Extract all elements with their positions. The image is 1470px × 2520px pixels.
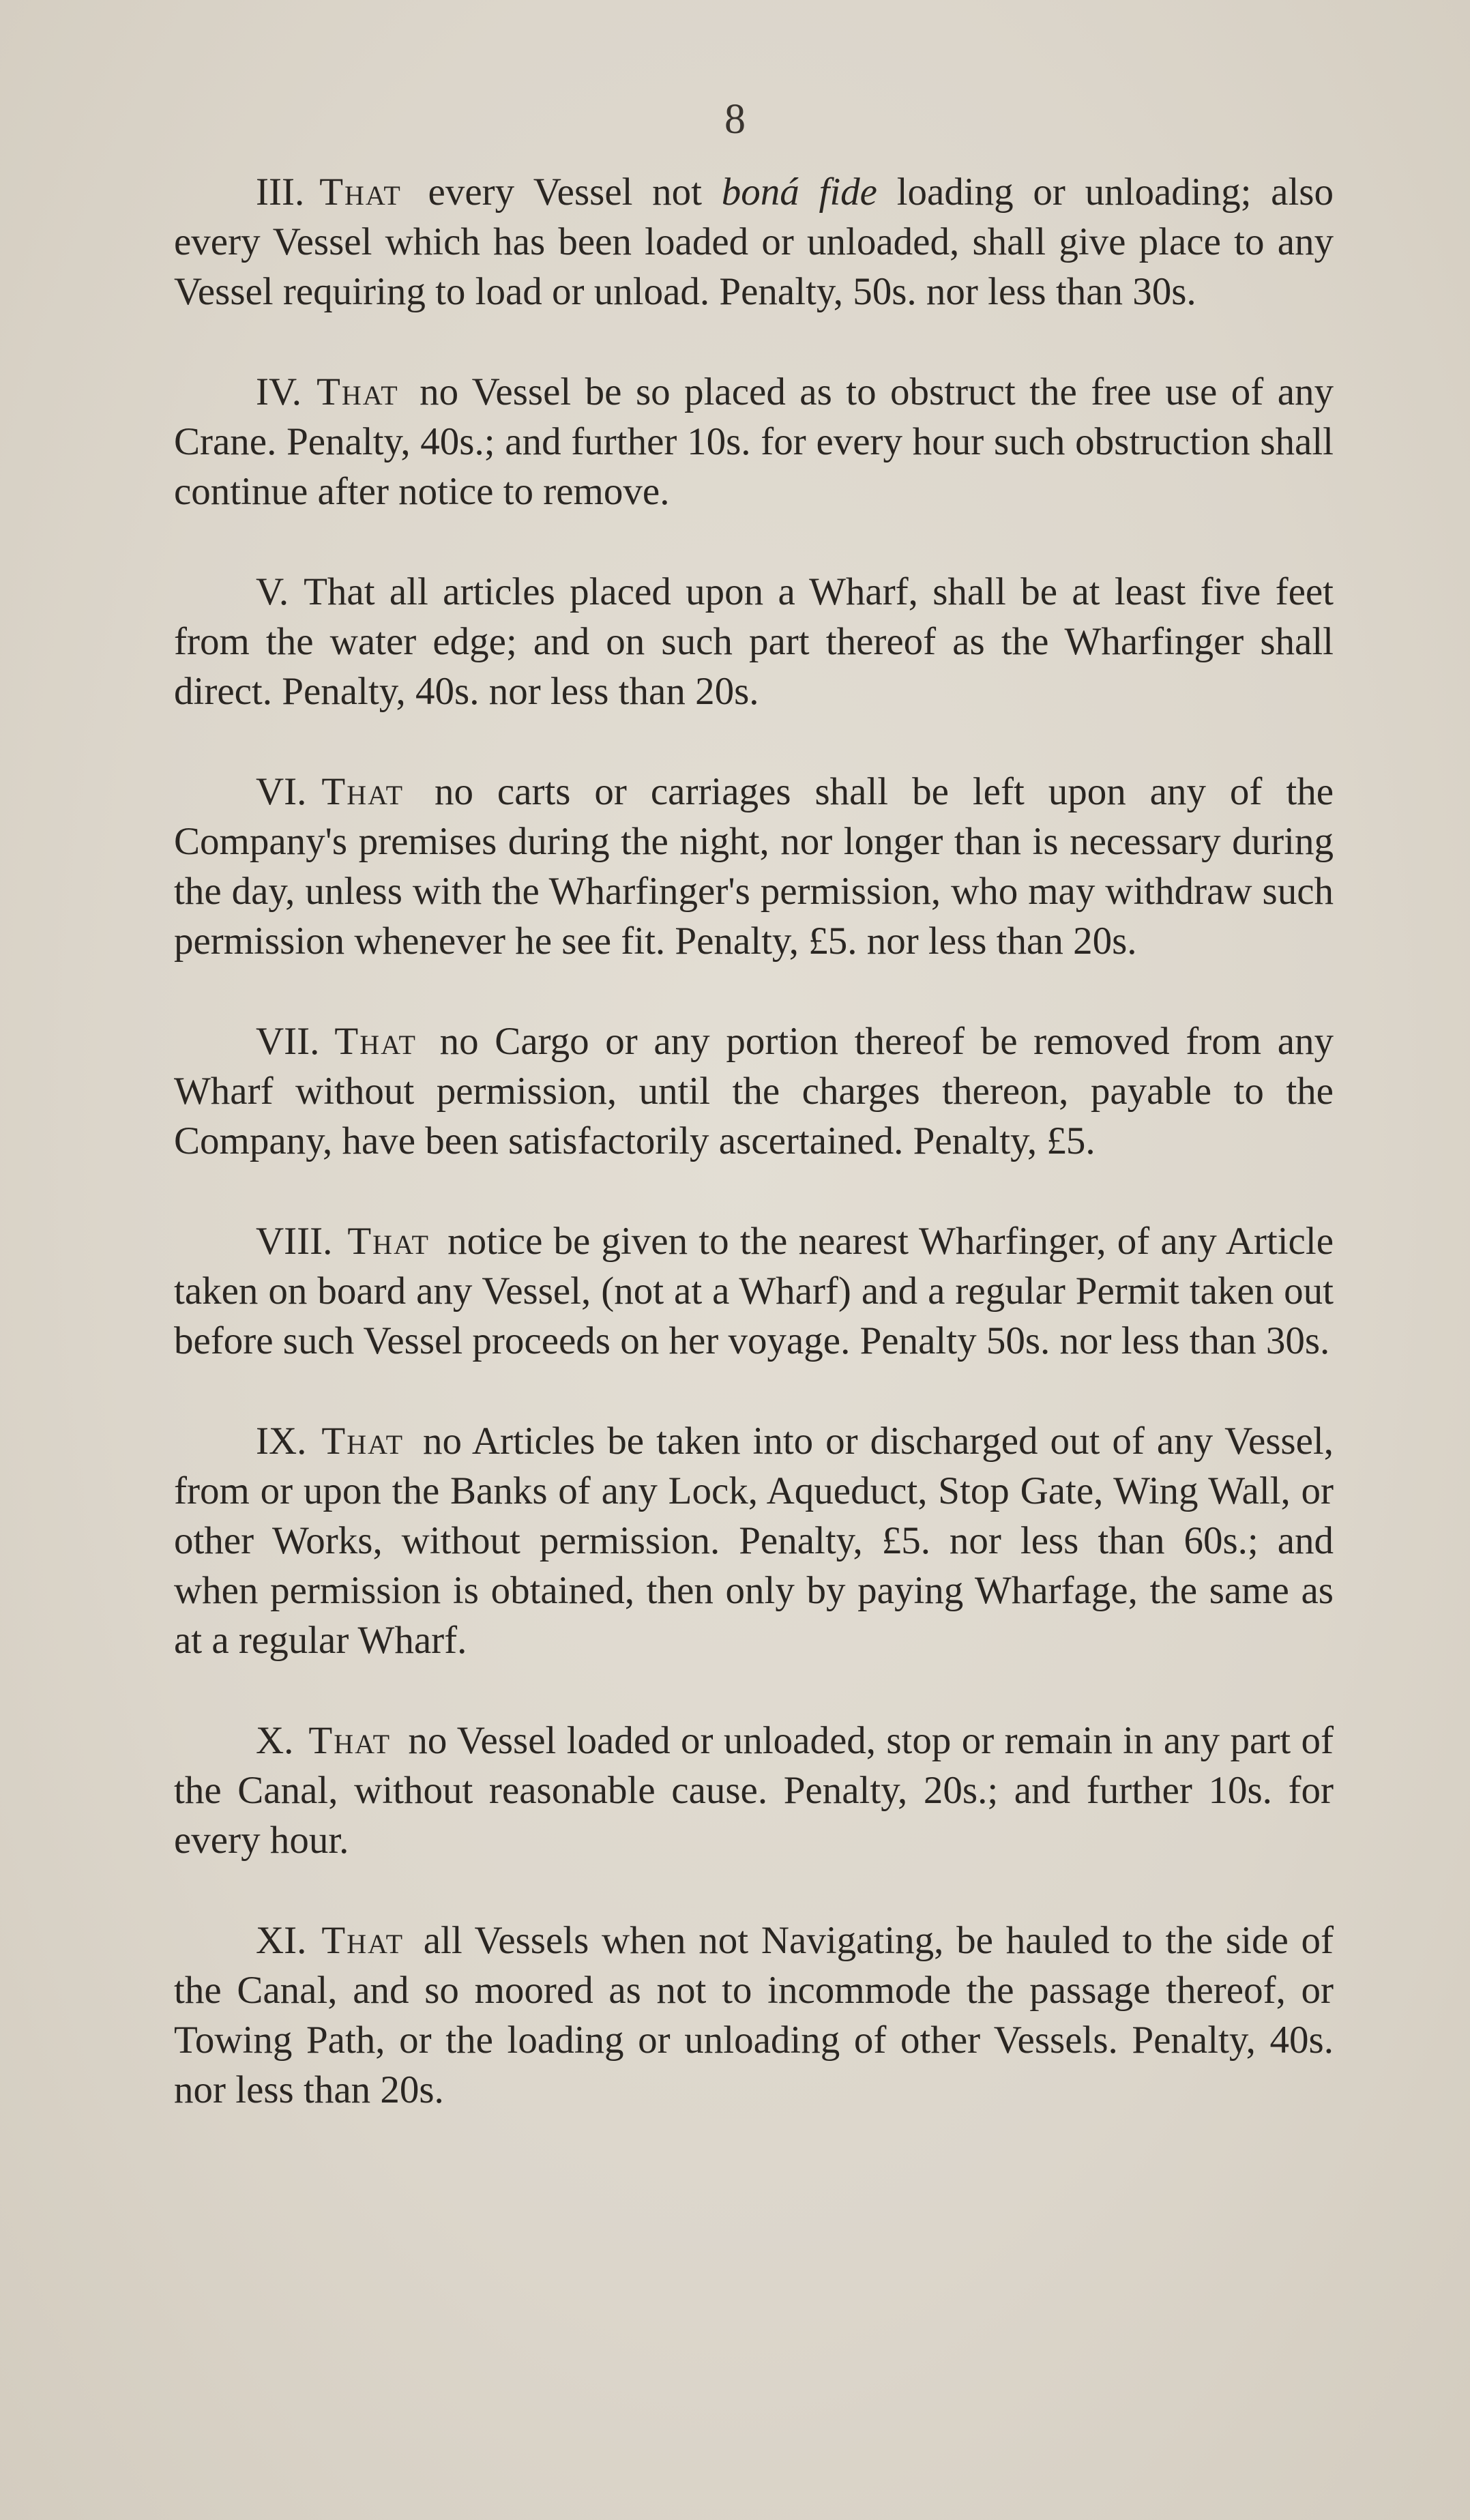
rule-numeral: VI. <box>256 770 307 813</box>
rule-iv <box>174 367 1334 516</box>
rule-text: loading or unloading; also every Vessel which has been loaded or unloaded, shall give place to any Vessel requiring to load or unload. Penalty, 50s. nor less than 30s. <box>174 171 1334 313</box>
rule-text: That all articles placed upon a Wharf, shall be at least five feet from the water edge; and on such part thereof as the Wharfinger shall direct. Penalty, 40s. nor less than 20s. <box>174 570 1334 713</box>
rule-numeral: IX. <box>256 1420 307 1463</box>
rule-lead-word: That <box>334 1020 417 1063</box>
rule-lead-word: That <box>321 770 404 813</box>
rule-lead-word: That <box>347 1220 430 1263</box>
rule-vi <box>174 767 1334 966</box>
rule-numeral: III. <box>256 171 305 214</box>
rule-numeral: XI. <box>256 1919 307 1962</box>
rule-text: no Vessel loaded or unloaded, stop or remain in any part of the Canal, without reasonable cause. Penalty, 20s.; and further 10s. for every hour. <box>174 1719 1334 1862</box>
rule-text: all Vessels when not Navigating, be hauled to the side of the Canal, and so moored as not to incommode the passage thereof, or Towing Path, or the loading or unloading of other Vessels. Penalty, 40s. nor less than 20s. <box>174 1919 1334 2111</box>
rule-text: no Vessel be so placed as to obstruct the free use of any Crane. Penalty, 40s.; and further 10s. for every hour such obstruction shall continue after notice to remove. <box>174 370 1334 513</box>
rule-ix <box>174 1416 1334 1665</box>
rule-v <box>174 567 1334 716</box>
rule-text: no Articles be taken into or discharged out of any Vessel, from or upon the Banks of any Lock, Aqueduct, Stop Gate, Wing Wall, or other Works, without permission. Penalty, £5. nor less than 60s.; and when permission is obtained, then only by paying Wharfage, the same as at a regular Wharf. <box>174 1420 1334 1662</box>
rule-numeral: IV. <box>256 370 302 413</box>
rule-lead-word: That <box>317 370 399 413</box>
rule-text: no carts or carriages shall be left upon any of the Company's premises during the night, nor longer than is necessary during the day, unless with the Wharfinger's permission, who may withdraw such permission whenever he see fit. Penalty, £5. nor less than 20s. <box>174 770 1334 963</box>
rule-numeral: V. <box>256 570 289 613</box>
rules-text <box>174 167 1334 2165</box>
rule-viii <box>174 1216 1334 1366</box>
rule-numeral: VIII. <box>256 1220 333 1263</box>
rule-vii <box>174 1016 1334 1166</box>
rule-lead-word: That <box>308 1719 392 1762</box>
rule-lead-word: That <box>319 171 402 214</box>
rule-lead-word: That <box>321 1420 404 1463</box>
rule-italic-text: boná fide <box>721 171 877 214</box>
rule-x <box>174 1716 1334 1865</box>
rule-text: every Vessel not <box>408 171 722 214</box>
rule-iii <box>174 167 1334 317</box>
rule-text: notice be given to the nearest Wharfinger, of any Article taken on board any Vessel, (not at a Wharf) and a regular Permit taken out before such Vessel proceeds on her voyage. Penalty 50s. nor less than 30s. <box>174 1220 1334 1362</box>
rule-lead-word: That <box>321 1919 404 1962</box>
rule-numeral: VII. <box>256 1020 320 1063</box>
rule-text: no Cargo or any portion thereof be removed from any Wharf without permission, until the charges thereon, payable to the Company, have been satisfactorily ascertained. Penalty, £5. <box>174 1020 1334 1162</box>
rule-numeral: X. <box>256 1719 294 1762</box>
page-number: 8 <box>724 96 746 143</box>
rule-xi <box>174 1916 1334 2115</box>
